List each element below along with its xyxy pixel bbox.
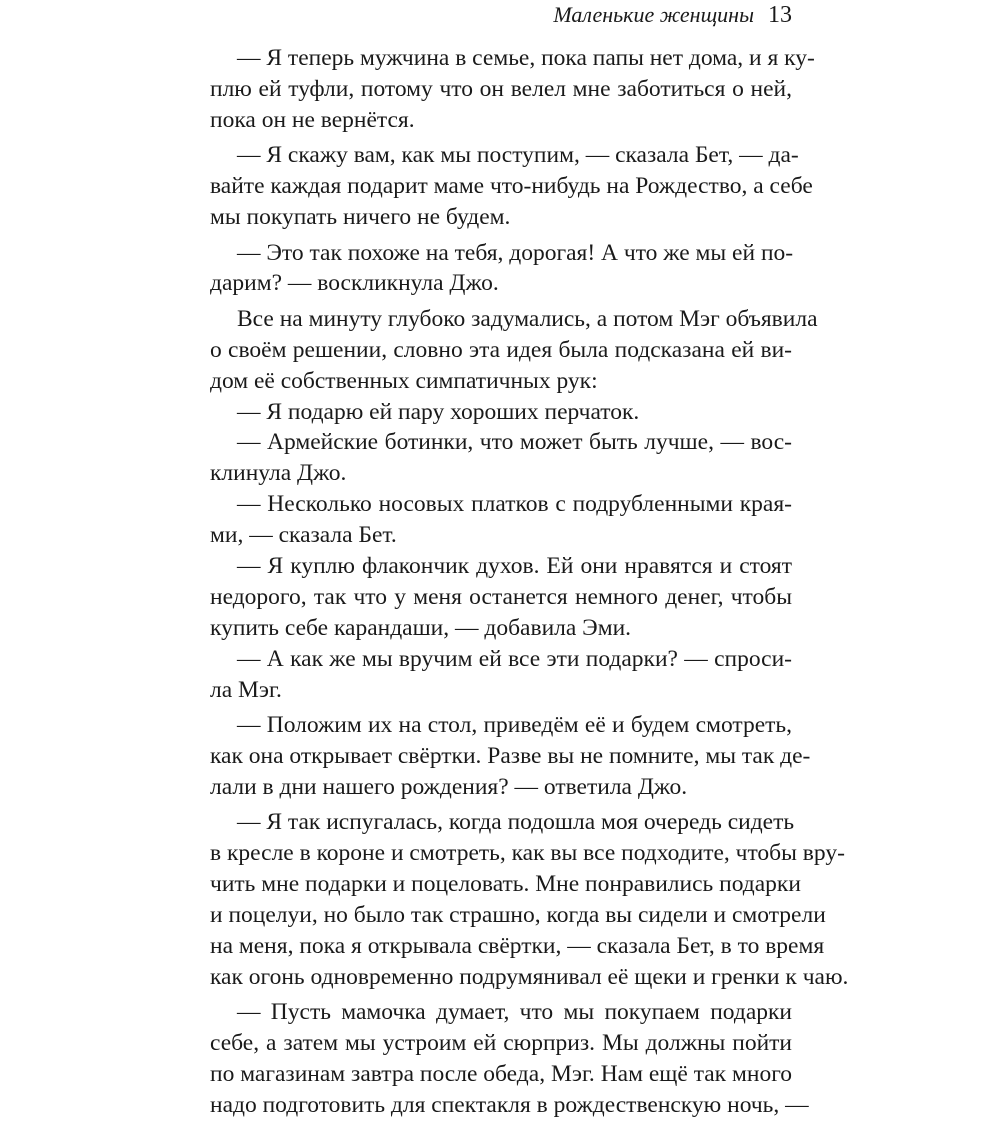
text-line: лали в дни нашего рождения? — ответила Джо. — [210, 773, 688, 800]
body-text — [210, 43, 849, 1121]
text-line: плю ей туфли, потому что он велел мне заботиться о ней, — [210, 75, 792, 102]
text-line: ми, — сказала Бет. — [210, 522, 397, 549]
text-line: и поцелуи, но было так страшно, когда вы сидели и смотрели — [210, 902, 826, 929]
text-line: дом её собственных симпатичных рук: — [210, 367, 598, 394]
text-line: — А как же мы вручим ей все эти подарки? — спроси- — [237, 645, 792, 672]
text-line: пока он не вернётся. — [210, 106, 415, 133]
text-line: вайте каждая подарит маме что-нибудь на Рождество, а себе — [210, 173, 813, 200]
text-line: чить мне подарки и поцеловать. Мне понравились подарки — [210, 871, 801, 898]
text-line: — Я куплю флакончик духов. Ей они нравятся и стоят — [237, 553, 792, 580]
text-line: как огонь одновременно подрумянивал её щеки и гренки к чаю. — [210, 963, 849, 990]
text-line: как она открывает свёртки. Разве вы не помните, мы так де- — [210, 742, 811, 769]
text-line: — Положим их на стол, приведём её и будем смотреть, — [237, 712, 792, 739]
text-line: себе, а затем мы устроим ей сюрприз. Мы должны пойти — [210, 1030, 792, 1057]
text-line: — Пусть мамочка думает, что мы покупаем подарки — [237, 999, 792, 1026]
text-line: — Армейские ботинки, что может быть лучше, — вос- — [237, 429, 792, 456]
text-line: клинула Джо. — [210, 460, 347, 487]
text-line: надо подготовить для спектакля в рождественскую ночь, — — [210, 1091, 809, 1118]
text-line: недорого, так что у меня останется немного денег, чтобы — [210, 583, 792, 610]
text-line: Все на минуту глубоко задумались, а потом Мэг объявила — [237, 305, 818, 332]
text-line: — Это так похоже на тебя, дорогая! А что же мы ей по- — [237, 239, 794, 266]
text-line: — Я скажу вам, как мы поступим, — сказала Бет, — да- — [237, 142, 799, 169]
text-line: ла Мэг. — [210, 676, 282, 703]
text-line: — Я теперь мужчина в семье, пока папы нет дома, и я ку- — [237, 45, 815, 71]
running-title: Маленькие женщины — [553, 2, 754, 27]
text-line: о своём решении, словно эта идея была подсказана ей ви- — [210, 336, 792, 363]
text-line: — Несколько носовых платков с подрубленными края- — [237, 491, 792, 518]
text-line: в кресле в короне и смотреть, как вы все подходите, чтобы вру- — [210, 840, 845, 867]
text-line: — Я так испугалась, когда подошла моя очередь сидеть — [237, 809, 795, 836]
text-line: на меня, пока я открывала свёртки, — сказала Бет, в то время — [210, 932, 825, 959]
text-line: — Я подарю ей пару хороших перчаток. — [237, 398, 640, 425]
text-line: мы покупать ничего не будем. — [210, 204, 511, 231]
text-line: дарим? — воскликнула Джо. — [210, 270, 499, 297]
running-head — [553, 0, 792, 30]
text-line: купить себе карандаши, — добавила Эми. — [210, 614, 632, 641]
text-line: по магазинам завтра после обеда, Мэг. Нам ещё так много — [210, 1061, 792, 1088]
page-number: 13 — [768, 2, 792, 28]
